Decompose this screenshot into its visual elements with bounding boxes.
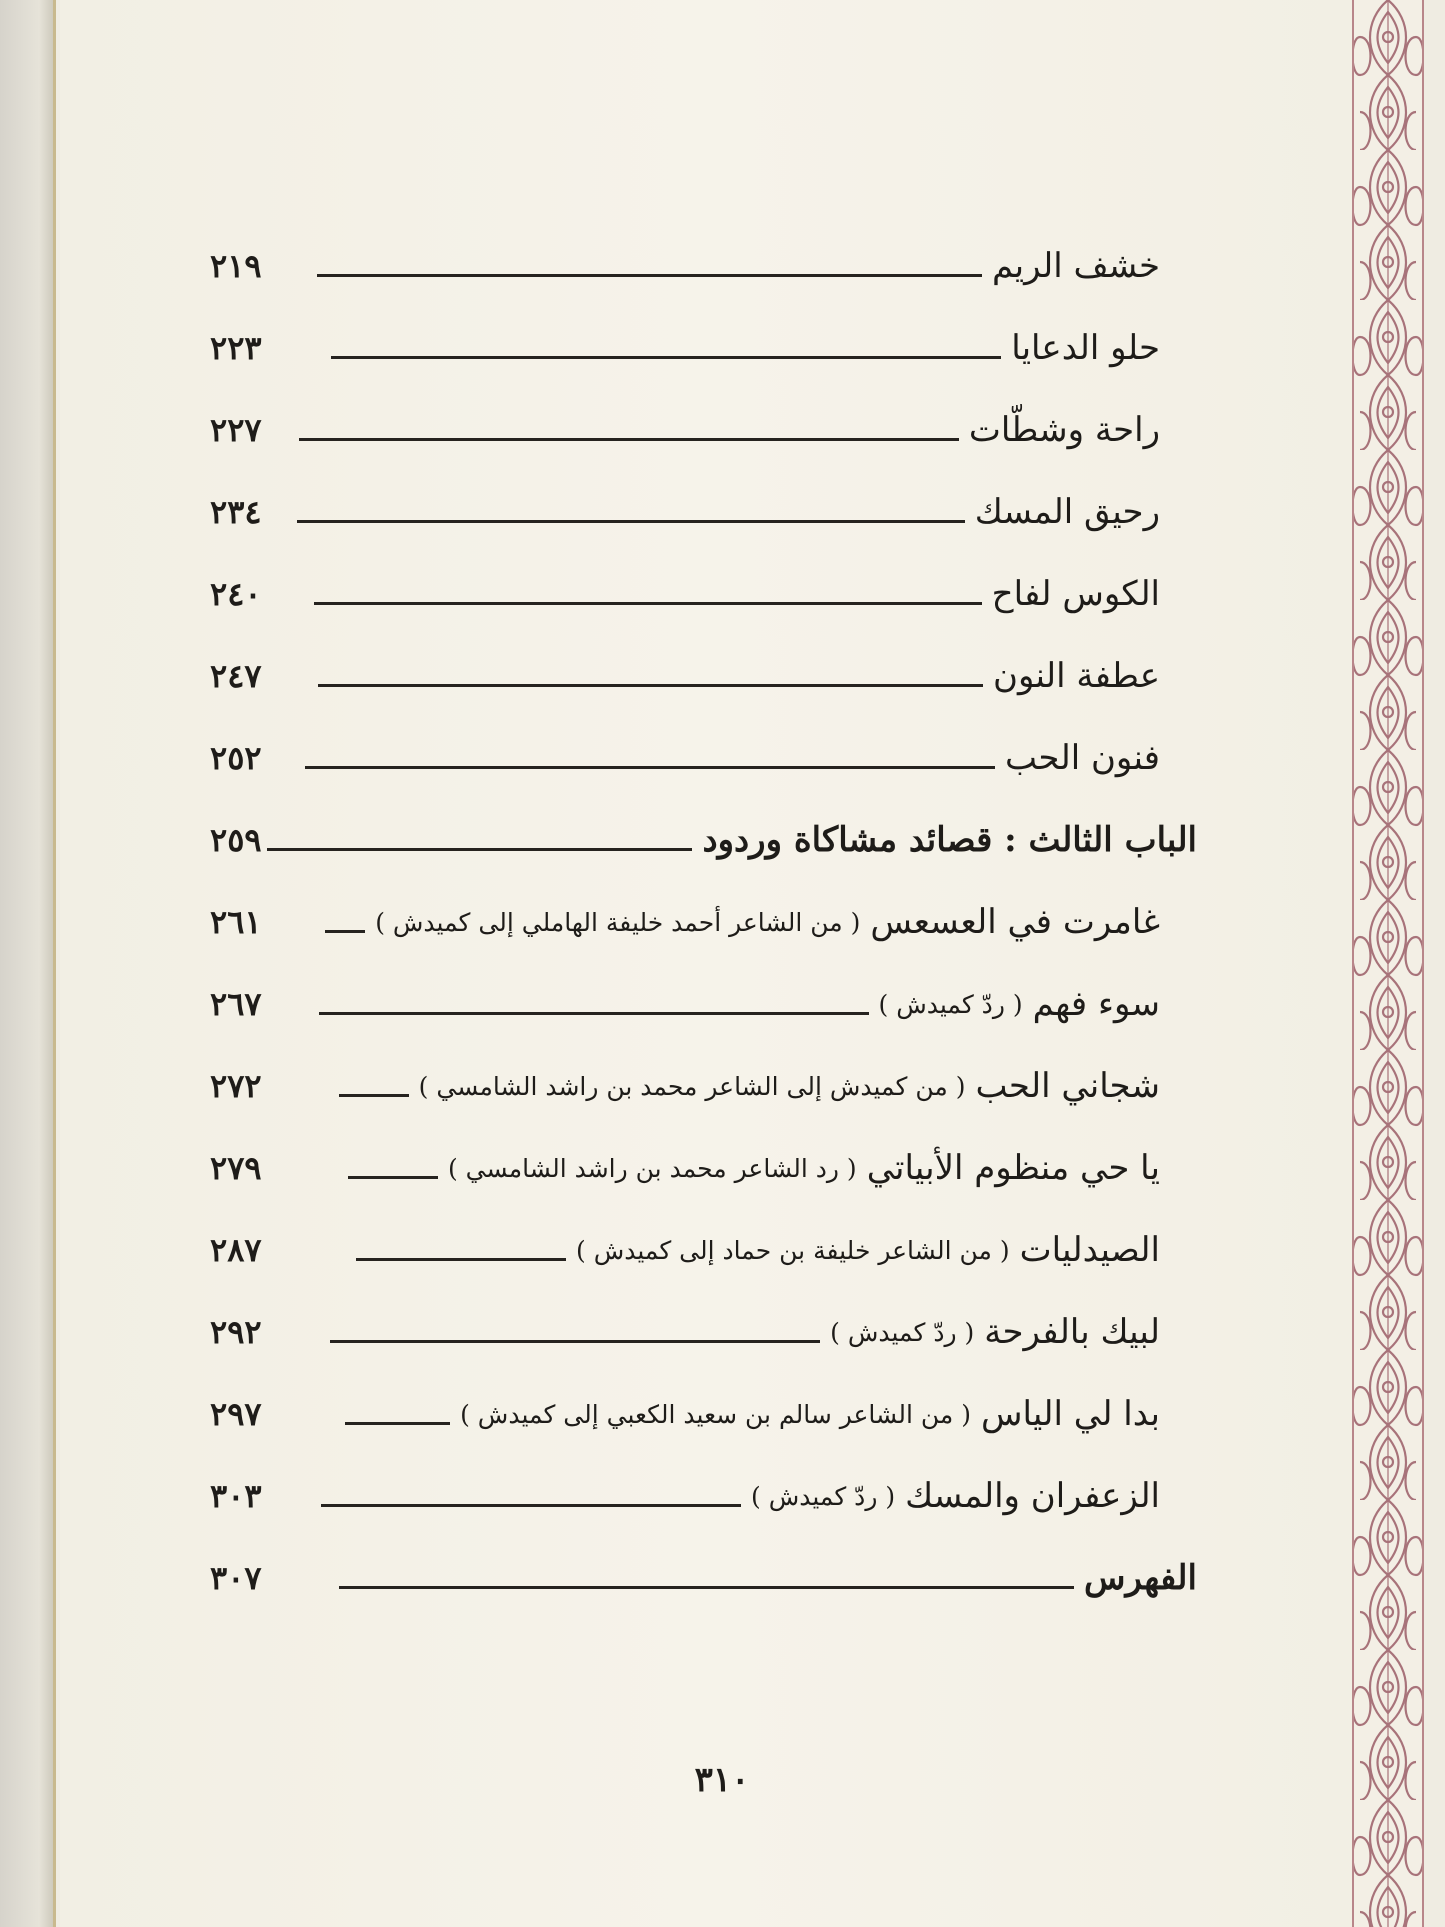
toc-index-heading: الفهرس [1084, 1558, 1197, 1598]
toc-entry-title: سوء فهم [1032, 984, 1160, 1024]
toc-leader-line [325, 930, 365, 933]
toc-entry-title: عطفة النون [992, 656, 1160, 696]
toc-entry-note: ( ردّ كميدش ) [751, 1481, 896, 1511]
toc-entry-title: فنون الحب [1005, 738, 1160, 778]
toc-entry-page: ٢٧٢ [210, 1067, 262, 1105]
toc-entry-title: يا حي منظوم الأبياتي [866, 1148, 1160, 1188]
toc-row [210, 1220, 1160, 1280]
toc-leader-line [299, 438, 959, 441]
toc-row [210, 236, 1160, 296]
toc-leader-line [319, 1012, 869, 1015]
toc-row [210, 1466, 1160, 1526]
toc-leader-line [345, 1422, 450, 1425]
toc-entry-page: ٢٥٢ [210, 739, 262, 777]
toc-entry-page: ٢٢٣ [210, 329, 262, 367]
toc-entry-note: ( من الشاعر خليفة بن حماد إلى كميدش ) [576, 1235, 1010, 1265]
toc-entry-page: ٢٩٧ [210, 1395, 262, 1433]
toc-leader-line [321, 1504, 741, 1507]
toc-entry-note: ( من الشاعر سالم بن سعيد الكعبي إلى كميدش ) [460, 1399, 971, 1429]
toc-entry-page: ٢٤٠ [210, 575, 262, 613]
toc-row [210, 810, 1197, 870]
toc-row [210, 1056, 1160, 1116]
toc-leader-line [317, 274, 982, 277]
toc-entry-note: ( من الشاعر أحمد خليفة الهاملي إلى كميدش ) [375, 907, 861, 937]
page-number: ٣١٠ [694, 1760, 750, 1800]
toc-leader-line [267, 848, 692, 851]
toc-entry-title: خشف الريم [991, 246, 1160, 286]
toc-row [210, 564, 1160, 624]
toc-row [210, 974, 1160, 1034]
toc-chapter-heading: الباب الثالث : قصائد مشاكاة وردود [702, 820, 1197, 860]
toc-entry-page: ٢٦١ [210, 903, 262, 941]
toc-row [210, 1138, 1160, 1198]
toc-leader-line [305, 766, 995, 769]
toc-row [210, 1302, 1160, 1362]
toc-entry-title: غامرت في العسعس [870, 902, 1160, 942]
toc-entry-page: ٣٠٧ [210, 1559, 262, 1597]
toc-leader-line [330, 1340, 820, 1343]
toc-entry-title: الصيدليات [1019, 1230, 1160, 1270]
toc-entry-page: ٢٧٩ [210, 1149, 262, 1187]
toc-row [210, 318, 1160, 378]
toc-entry-page: ٢٣٤ [210, 493, 262, 531]
toc-leader-line [297, 520, 965, 523]
toc-entry-page: ٢٥٩ [210, 821, 262, 859]
toc-entry-title: شجاني الحب [975, 1066, 1160, 1106]
toc-leader-line [331, 356, 1001, 359]
toc-entry-title: رحيق المسك [974, 492, 1160, 532]
toc-entry-note: ( ردّ كميدش ) [830, 1317, 975, 1347]
toc-entry-page: ٢٦٧ [210, 985, 262, 1023]
toc-leader-line [339, 1094, 409, 1097]
toc-leader-line [348, 1176, 438, 1179]
arabesque-border-ornament-icon [1352, 0, 1424, 1927]
toc-entry-title: راحة وشطّات [968, 410, 1160, 450]
toc-row [210, 728, 1160, 788]
toc-entry-page: ٢١٩ [210, 247, 262, 285]
toc-row [210, 892, 1160, 952]
toc-entry-page: ٢٨٧ [210, 1231, 262, 1269]
toc-entry-page: ٢٢٧ [210, 411, 262, 449]
toc-entry-page: ٢٩٢ [210, 1313, 262, 1351]
toc-leader-line [339, 1586, 1074, 1589]
toc-entry-title: لبيك بالفرحة [984, 1312, 1160, 1352]
toc-entry-page: ٢٤٧ [210, 657, 262, 695]
toc-row [210, 646, 1160, 706]
toc-entry-title: الزعفران والمسك [905, 1476, 1160, 1516]
toc-leader-line [314, 602, 982, 605]
toc-row [210, 1548, 1197, 1608]
toc-entry-page: ٣٠٣ [210, 1477, 262, 1515]
toc-row [210, 482, 1160, 542]
toc-leader-line [318, 684, 983, 687]
toc-row [210, 1384, 1160, 1444]
toc-row [210, 400, 1160, 460]
toc-entry-title: حلو الدعايا [1011, 328, 1160, 368]
toc-entry-note: ( ردّ كميدش ) [878, 989, 1023, 1019]
toc-entry-title: الكوس لفاح [991, 574, 1160, 614]
toc-entry-note: ( من كميدش إلى الشاعر محمد بن راشد الشامسي ) [418, 1071, 966, 1101]
book-gutter [0, 0, 56, 1927]
toc-entry-title: بدا لي الياس [981, 1394, 1160, 1434]
toc-entry-note: ( رد الشاعر محمد بن راشد الشامسي ) [447, 1153, 857, 1183]
toc-leader-line [356, 1258, 566, 1261]
